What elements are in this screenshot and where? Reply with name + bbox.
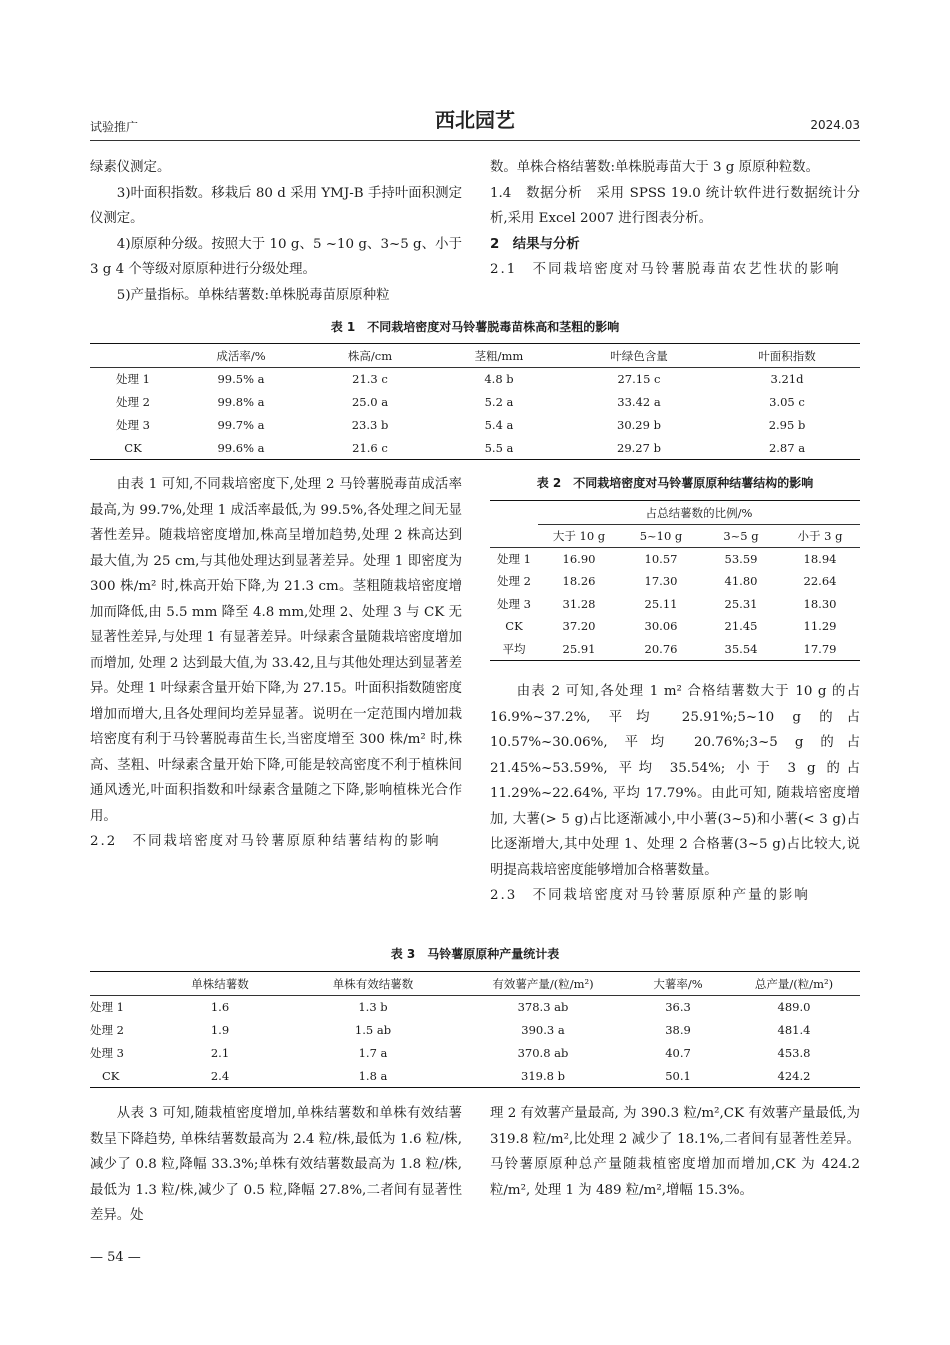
subsection-heading-2-2: 2.2 不同栽培密度对马铃薯原原种结薯结构的影响 <box>90 834 441 849</box>
middle-left-column <box>90 472 462 855</box>
table-cell: 31.28 <box>562 596 596 611</box>
table1-caption: 表 1 不同栽培密度对马铃薯脱毒苗株高和茎粗的影响 <box>330 320 620 334</box>
table-cell: 53.59 <box>724 552 758 566</box>
table-cell: 18.26 <box>562 574 596 589</box>
running-head-date: 2024.03 <box>810 118 860 132</box>
table-cell: 处理 3 <box>90 1046 124 1060</box>
paragraph: 绿素仪测定。 <box>90 160 171 175</box>
table-cell: 11.29 <box>803 619 837 634</box>
table-cell: 处理 3 <box>497 596 531 611</box>
table-cell: 4.8 b <box>484 372 514 387</box>
table-cell: 99.8% a <box>217 395 265 409</box>
table-row <box>90 368 860 391</box>
table-cell: 21.6 c <box>352 440 388 455</box>
table-cell: 25.0 a <box>351 395 389 409</box>
table-row <box>90 437 860 460</box>
table-cell: 38.9 <box>665 1023 691 1037</box>
table-cell: 99.5% a <box>217 372 265 387</box>
paragraph: 5)产量指标。单株结薯数:单株脱毒苗原原种粒 <box>116 287 390 303</box>
table-cell: 30.29 b <box>617 418 661 432</box>
table-row <box>90 414 860 437</box>
table-row <box>90 1042 860 1065</box>
table3-header: 大薯率/% <box>653 976 703 991</box>
table-cell: 2.4 <box>210 1068 230 1083</box>
table-cell: 2.1 <box>210 1046 230 1060</box>
bottom-right-column <box>490 1101 860 1203</box>
table2-header: 大于 10 g <box>552 529 606 543</box>
table-cell: CK <box>102 1068 120 1083</box>
top-left-column <box>90 155 462 308</box>
table-cell: 33.42 a <box>617 395 661 409</box>
table-cell: 3.05 c <box>769 395 805 409</box>
paragraph: 从表 3 可知,随栽植密度增加,单株结薯数和单株有效结薯数呈下降趋势, 单株结薯数最高为 2.4 粒/株,最低为 1.6 粒/株,减少了 0.8 粒,降幅 33.3%;单株有效结薯数最高为 1.8 粒/株,最低为 1.3 粒/株,减少了 0.5 粒,降幅 27.8%,二者间有显著性差异。处 <box>90 1106 462 1223</box>
table-cell: 3.21d <box>770 372 804 387</box>
table2-group-header: 占总结薯数的比例/% <box>538 501 860 525</box>
table-cell: 22.64 <box>803 574 837 589</box>
table-cell: 10.57 <box>644 552 678 566</box>
table-cell: 处理 1 <box>497 552 531 566</box>
table1-header: 株高/cm <box>347 348 393 363</box>
table-cell: 处理 2 <box>116 395 150 409</box>
table-cell: 1.7 a <box>358 1046 388 1060</box>
table-cell: 25.11 <box>644 596 678 611</box>
table2-header <box>490 501 538 525</box>
table-cell: CK <box>124 440 142 455</box>
page-number: — 54 — <box>90 1250 141 1265</box>
table-cell: 453.8 <box>777 1046 811 1060</box>
subsection-heading-2-1: 2.1 不同栽培密度对马铃薯脱毒苗农艺性状的影响 <box>490 262 841 277</box>
middle-right-column <box>490 679 860 909</box>
table-cell: 99.7% a <box>217 418 265 432</box>
table-cell: 27.15 c <box>617 372 661 387</box>
table1 <box>90 343 860 460</box>
paragraph: 4)原原种分级。按照大于 10 g、5 ~10 g、3~5 g、小于 3 g 4 个等级对原原种进行分级处理。 <box>90 236 462 277</box>
table-cell: 36.3 <box>665 1000 691 1015</box>
svg-text:西北园艺: 西北园艺 <box>435 108 515 132</box>
table-cell: 17.79 <box>803 641 837 656</box>
table-cell: 37.20 <box>562 619 596 634</box>
table-row <box>490 570 860 593</box>
table-cell: 处理 1 <box>90 1000 124 1015</box>
table3-header: 单株有效结薯数 <box>332 976 414 991</box>
table-cell: 2.95 b <box>768 418 806 432</box>
table-cell: 5.2 a <box>484 395 514 409</box>
subsection-1-4: 1.4 数据分析 采用 SPSS 19.0 统计软件进行数据统计分析,采用 Excel 2007 进行图表分析。 <box>490 185 860 226</box>
table3-header <box>90 972 152 996</box>
table-cell: 25.91 <box>562 641 596 656</box>
table-cell: 99.6% a <box>217 440 265 455</box>
table1-header: 叶面积指数 <box>758 348 816 363</box>
table-cell: 17.30 <box>644 574 678 589</box>
table1-header <box>90 344 176 368</box>
table2-header: 小于 3 g <box>797 529 843 543</box>
paragraph: 理 2 有效薯产量最高, 为 390.3 粒/m²,CK 有效薯产量最低,为 319.8 粒/m²,比处理 2 减少了 18.1%,二者间有显著性差异。马铃薯原原种总产量随栽植密度增加而增加,CK 为 424.2 粒/m², 处理 1 为 489 粒/m²,增幅 15.3%。 <box>490 1106 860 1198</box>
table-cell: 18.94 <box>803 552 837 566</box>
section-heading-2: 2 结果与分析 <box>490 236 580 252</box>
table-row <box>490 638 860 661</box>
table-cell: 35.54 <box>724 641 758 656</box>
table-cell: 319.8 b <box>521 1068 565 1083</box>
table-cell: 16.90 <box>562 552 596 566</box>
header-rule <box>90 140 860 141</box>
table-cell: 29.27 b <box>617 440 661 455</box>
table-cell: 21.3 c <box>352 372 388 387</box>
top-right-column <box>490 155 860 283</box>
paragraph: 由表 1 可知,不同栽培密度下,处理 2 马铃薯脱毒苗成活率最高,为 99.7%,处理 1 成活率最低,为 99.5%,各处理之间无显著性差异。随栽培密度增加,株高呈增加趋势,处理 2 株高达到最大值,为 25 cm,与其他处理达到显著差异。处理 1 即密度为 300 株/m² 时,株高开始下降,为 21.3 cm。茎粗随栽培密度增加而降低,由 5.5 mm 降至 4.8 mm,处理 2、处理 3 与 CK 无显著性差异,与处理 1 有显著差异。叶绿素含量随栽培密度增加而增加, 处理 2 达到最大值,为 33.42,且与其他处理达到显著差异。处理 1 叶绿素含量开始下降,为 27.15。叶面积指数随密度增加而增大,且各处理间均差异显著。说明在一定范围内增加栽培密度有利于马铃薯脱毒苗生长,当密度增至 300 株/m² 时,株高、茎粗、叶绿素含量开始下降,可能是较高密度不利于植株间通风透光,叶面积指数和叶绿素含量随之下降,影响植株光合作用。 <box>90 477 462 824</box>
table2-header: 3~5 g <box>723 529 759 543</box>
table2 <box>490 500 860 661</box>
paragraph: 3)叶面积指数。移栽后 80 d 采用 YMJ-B 手持叶面积测定仪测定。 <box>90 185 462 226</box>
journal-logo <box>433 104 517 134</box>
table2-caption: 表 2 不同栽培密度对马铃薯原原种结薯结构的影响 <box>536 476 814 490</box>
table-cell: 424.2 <box>777 1068 811 1083</box>
table-cell: 370.8 ab <box>517 1046 569 1060</box>
table-row <box>90 391 860 414</box>
table-cell: 处理 1 <box>116 372 150 387</box>
table-cell: 5.5 a <box>484 440 514 455</box>
paragraph: 数。单株合格结薯数:单株脱毒苗大于 3 g 原原种粒数。 <box>490 160 819 175</box>
table-cell: 41.80 <box>724 574 758 589</box>
table3-header: 总产量/(粒/m²) <box>754 976 834 991</box>
table-cell: 1.5 ab <box>354 1023 392 1037</box>
table-cell: 30.06 <box>644 619 678 634</box>
table-cell: 50.1 <box>665 1068 691 1083</box>
table-row <box>90 1065 860 1088</box>
table3-header: 单株结薯数 <box>191 976 249 991</box>
table-cell: 5.4 a <box>484 418 514 432</box>
table1-header: 叶绿色含量 <box>610 348 668 363</box>
table-cell: 20.76 <box>644 641 678 656</box>
table-cell: 481.4 <box>777 1023 811 1037</box>
table-cell: 21.45 <box>724 619 758 634</box>
running-head-section: 试验推广 <box>90 120 139 134</box>
bottom-left-column <box>90 1101 462 1229</box>
table-cell: 1.9 <box>210 1023 230 1037</box>
table-cell: 390.3 a <box>521 1023 565 1037</box>
table-row <box>490 593 860 616</box>
table-cell: 处理 2 <box>497 574 531 589</box>
table-cell: 25.31 <box>724 596 758 611</box>
paragraph: 由表 2 可知,各处理 1 m² 合格结薯数大于 10 g 的占 16.9%~37.2%, 平均 25.91%;5~10 g 的占 10.57%~30.06%, 平均 20.76%;3~5 g 的占 21.45%~53.59%, 平均 35.54%; 小于 3 g 的占 11.29%~22.64%, 平均 17.79%。由此可知, 随栽培密度增加, 大薯(> 5 g)占比逐渐减小,中小薯(3~5)和小薯(< 3 g)占比逐渐增大,其中处理 1、处理 2 合格薯(3~5 g)占比较大,说明提高栽培密度能够增加合格薯数量。 <box>490 684 860 878</box>
subsection-heading-2-3: 2.3 不同栽培密度对马铃薯原原种产量的影响 <box>490 888 810 903</box>
table1-header: 茎粗/mm <box>474 348 524 363</box>
table-row <box>90 996 860 1019</box>
table3-caption: 表 3 马铃薯原原种产量统计表 <box>390 947 560 961</box>
table-cell: 平均 <box>502 641 526 656</box>
table-cell: 2.87 a <box>768 440 806 455</box>
table-row <box>490 615 860 638</box>
table-cell: 489.0 <box>777 1000 811 1015</box>
table-cell: 40.7 <box>665 1046 691 1060</box>
table3 <box>90 971 860 1088</box>
table2-header <box>490 525 538 548</box>
table-cell: 1.6 <box>210 1000 230 1015</box>
table1-header: 成活率/% <box>216 348 266 363</box>
table-cell: 378.3 ab <box>517 1000 569 1015</box>
table-cell: 处理 3 <box>116 418 150 432</box>
table-cell: 18.30 <box>803 596 837 611</box>
table-cell: CK <box>505 619 523 634</box>
table-cell: 1.8 a <box>358 1068 388 1083</box>
table-cell: 处理 2 <box>90 1023 124 1037</box>
table-cell: 23.3 b <box>351 418 389 432</box>
table-row <box>490 548 860 571</box>
table3-header: 有效薯产量/(粒/m²) <box>492 976 594 991</box>
table2-header: 5~10 g <box>639 529 683 543</box>
table-row <box>90 1019 860 1042</box>
table-cell: 1.3 b <box>358 1000 388 1015</box>
